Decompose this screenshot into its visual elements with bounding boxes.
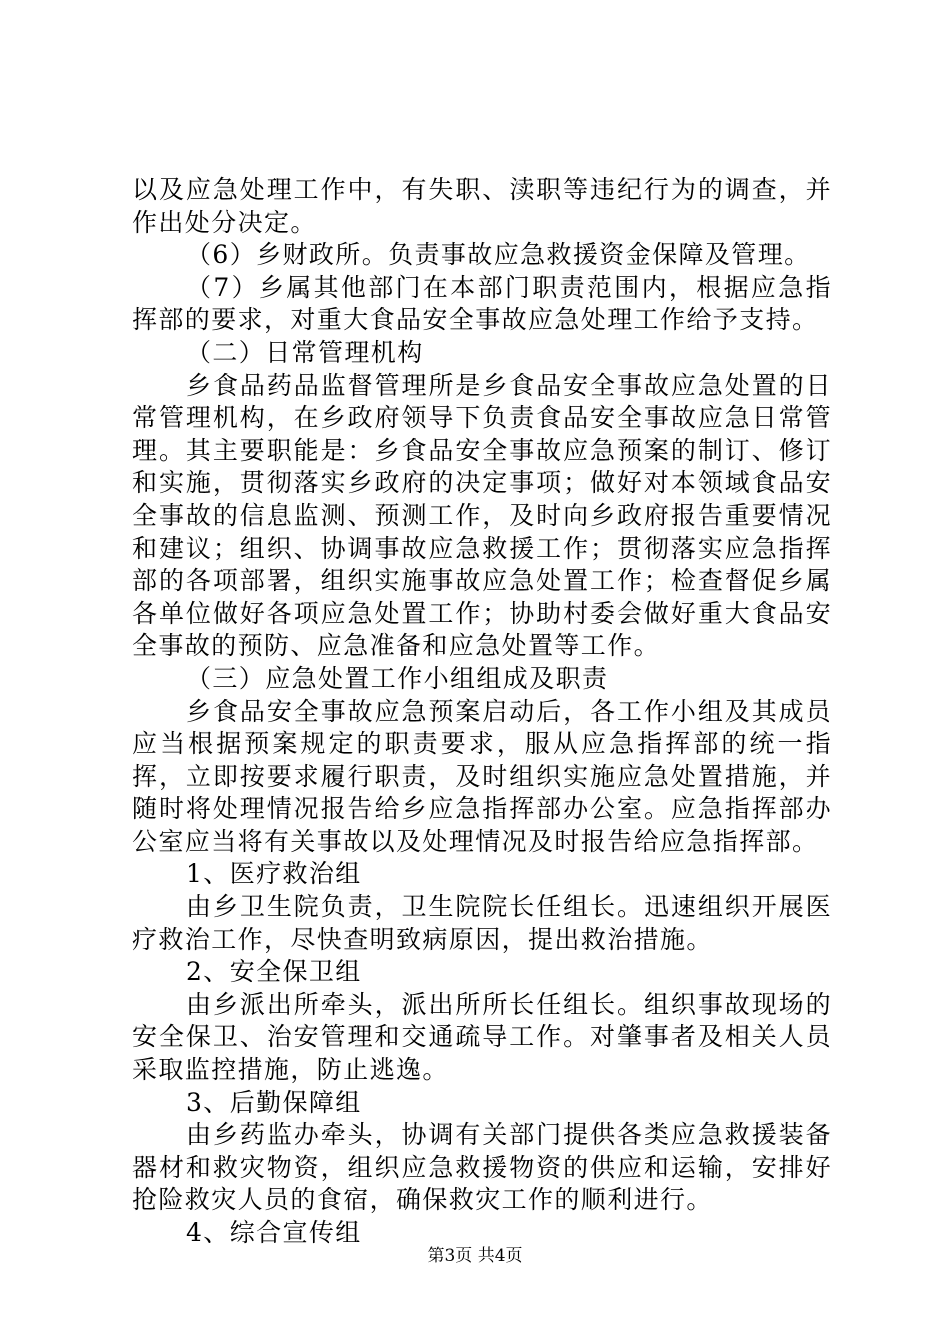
page-number-label: 第3页 共4页 [427, 1246, 523, 1266]
paragraph-medical-group: 由乡卫生院负责，卫生院院长任组长。迅速组织开展医疗救治工作，尽快查明致病原因，提出救治措施。 [132, 892, 832, 954]
paragraph-finance-office: （6）乡财政所。负责事故应急救援资金保障及管理。 [186, 240, 811, 270]
section-heading-working-groups: （三）应急处置工作小组组成及职责 [186, 663, 609, 693]
page-footer [0, 1246, 950, 1266]
subheading-security-group: 2、安全保卫组 [186, 957, 362, 987]
subheading-publicity-group: 4、综合宣传组 [186, 1218, 362, 1247]
paragraph-working-groups: 乡食品安全事故应急预案启动后，各工作小组及其成员应当根据预案规定的职责要求，服从应急指挥部的统一指挥，立即按要求履行职责，及时组织实施应急处置措施，并随时将处理情况报告给乡应急指挥部办公室。应急指挥部办公室应当将有关事故以及处理情况及时报告给应急指挥部。 [132, 696, 832, 856]
subheading-medical-group: 1、医疗救治组 [186, 859, 362, 889]
paragraph-security-group: 由乡派出所牵头，派出所所长任组长。组织事故现场的安全保卫、治安管理和交通疏导工作。对肇事者及相关人员采取监控措施，防止逃逸。 [132, 989, 832, 1085]
paragraph-continuation: 以及应急处理工作中，有失职、渎职等违纪行为的调查，并作出处分决定。 [132, 175, 832, 237]
paragraph-other-departments: （7）乡属其他部门在本部门职责范围内，根据应急指挥部的要求，对重大食品安全事故应急处理工作给予支持。 [132, 272, 832, 335]
paragraph-daily-management: 乡食品药品监督管理所是乡食品安全事故应急处置的日常管理机构，在乡政府领导下负责食品安全事故应急日常管理。其主要职能是：乡食品安全事故应急预案的制订、修订和实施，贯彻落实乡政府的决定事项；做好对本领域食品安全事故的信息监测、预测工作，及时向乡政府报告重要情况和建议；组织、协调事故应急救援工作；贯彻落实应急指挥部的各项部署，组织实施事故应急处置工作；检查督促乡属各单位做好各项应急处置工作；协助村委会做好重大食品安全事故的预防、应急准备和应急处置等工作。 [132, 370, 832, 661]
document-body [132, 174, 832, 1250]
section-heading-daily-management: （二）日常管理机构 [186, 337, 424, 367]
paragraph-logistics-group: 由乡药监办牵头，协调有关部门提供各类应急救援装备器材和救灾物资，组织应急救援物资的供应和运输，安排好抢险救灾人员的食宿，确保救灾工作的顺利进行。 [132, 1120, 832, 1215]
subheading-logistics-group: 3、后勤保障组 [186, 1087, 362, 1117]
